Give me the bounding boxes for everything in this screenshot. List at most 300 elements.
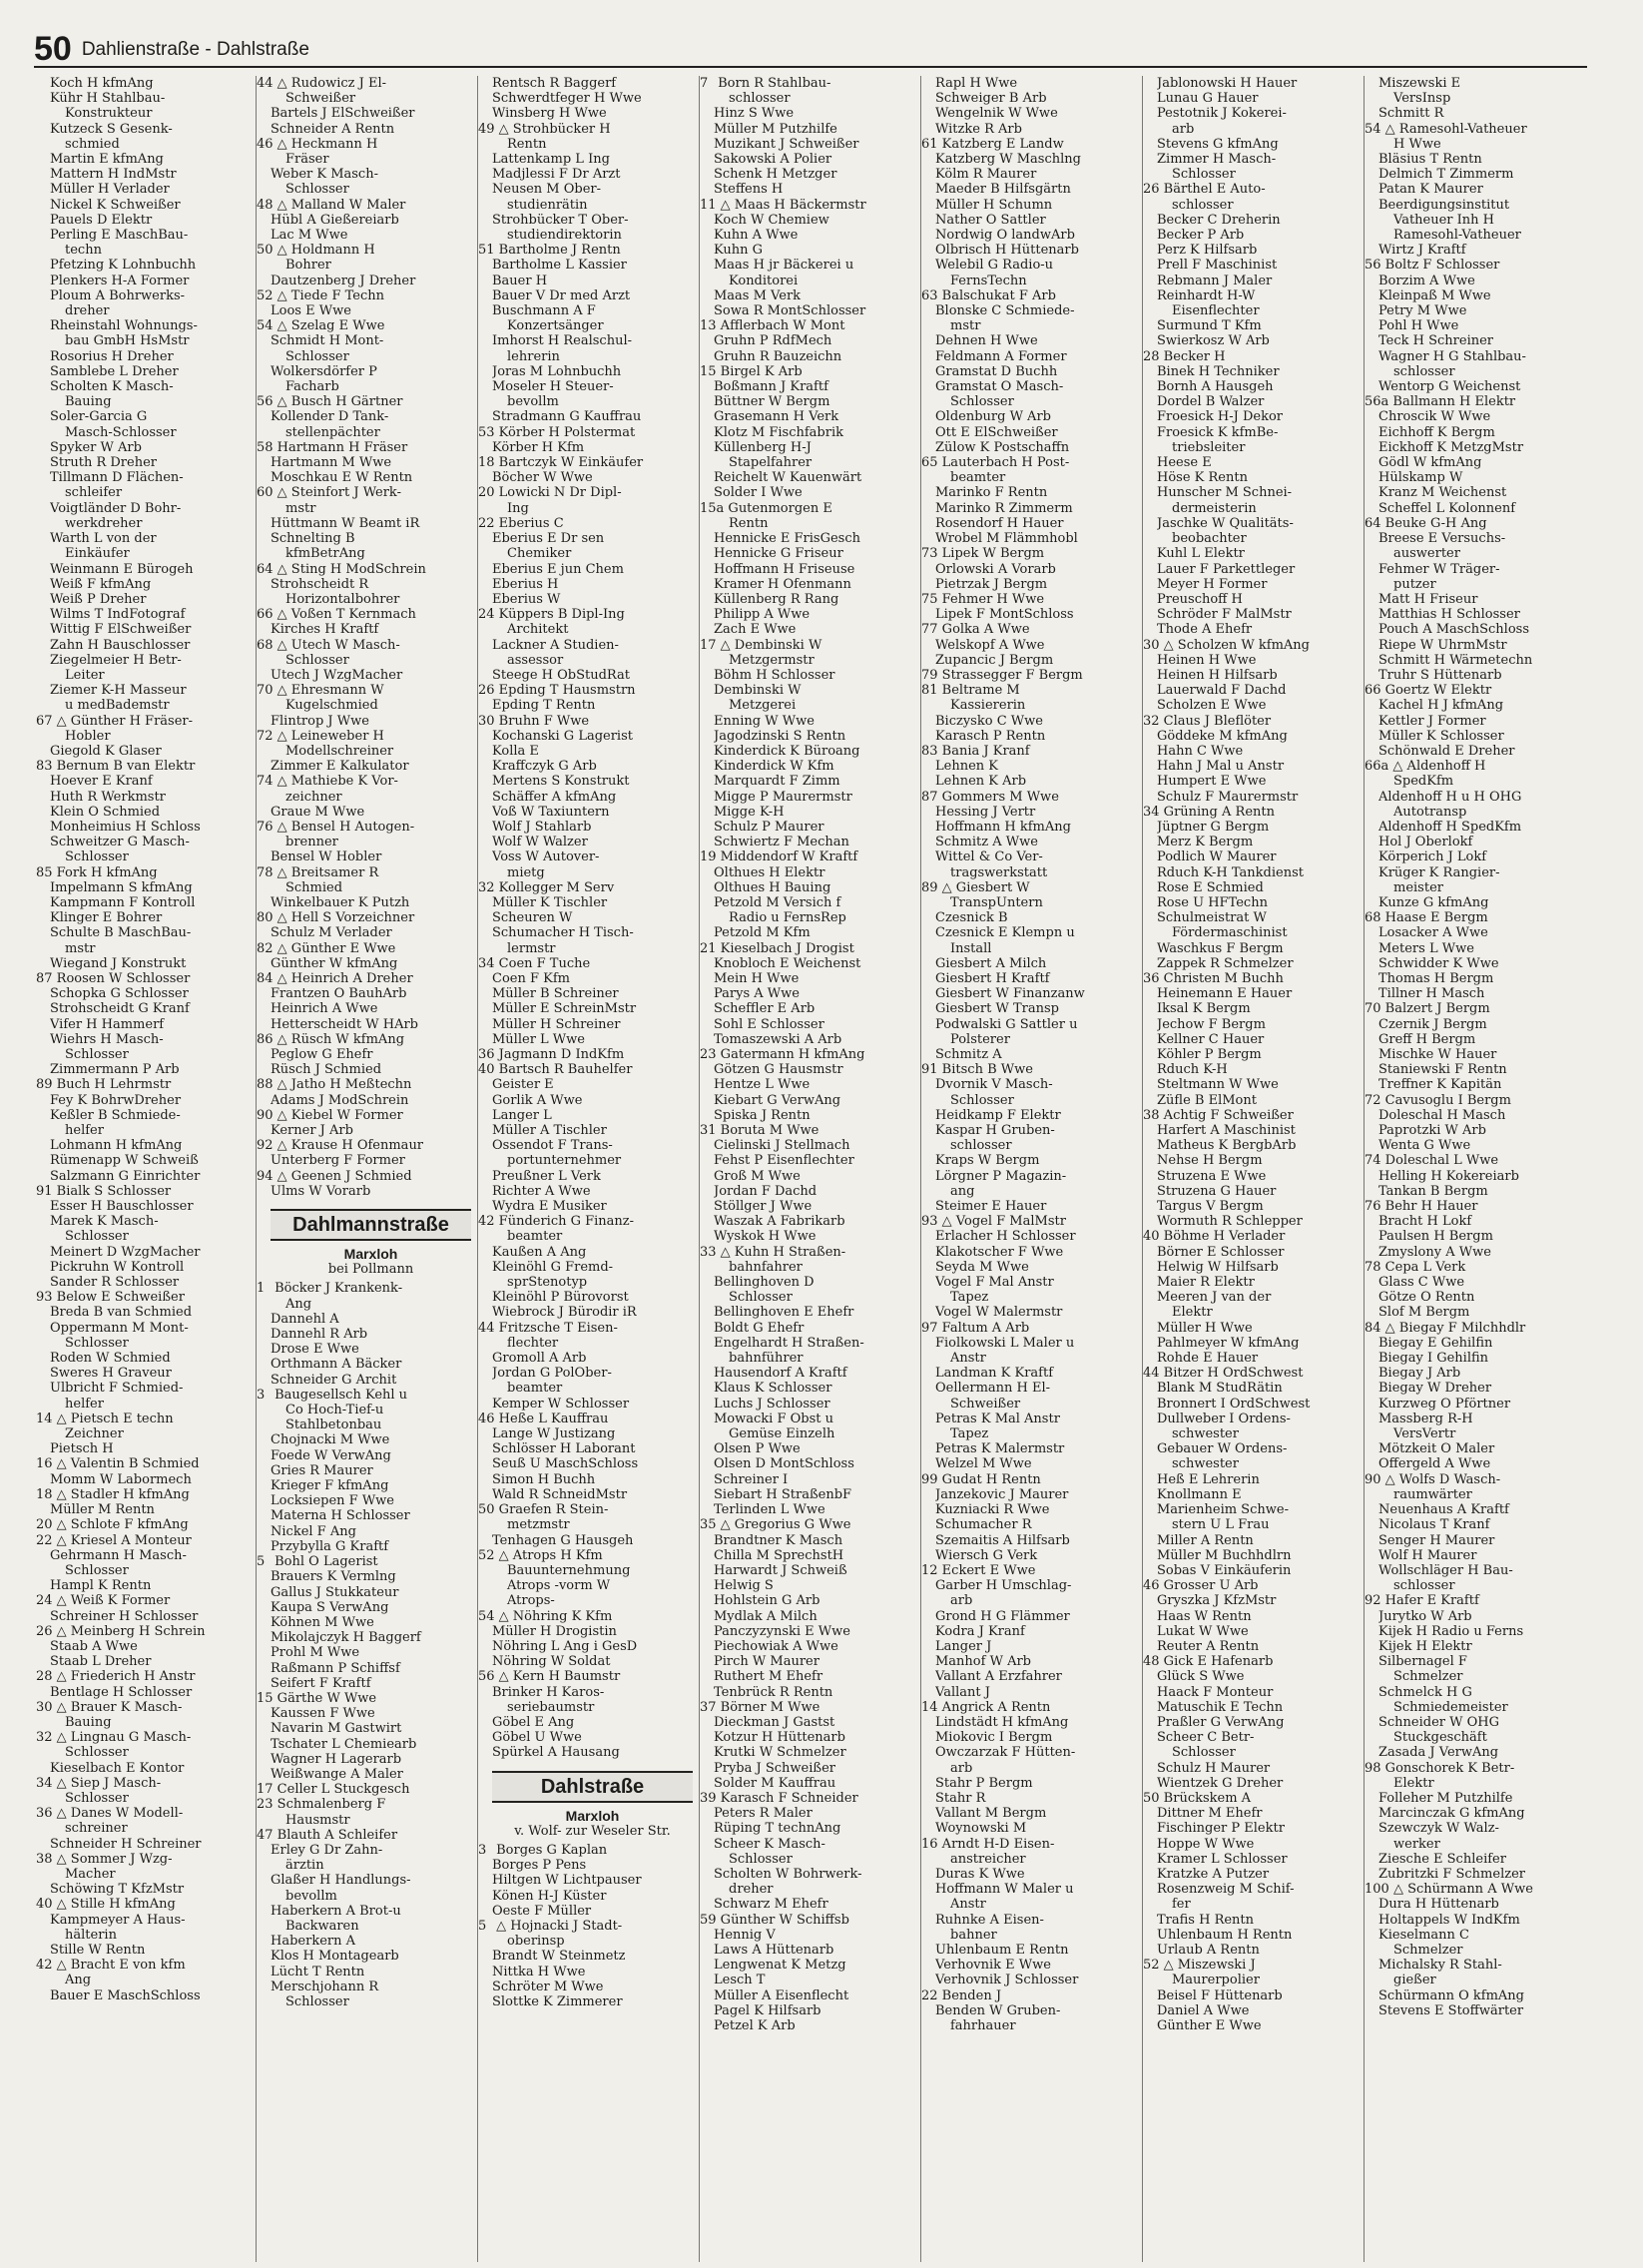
directory-entry: Hinz S Wwe [714, 106, 795, 122]
directory-entry: Spyker W Arb [50, 439, 142, 455]
directory-entry: Frantzen O BauhArb [271, 986, 407, 1002]
directory-entry: Metzgermstr [729, 652, 815, 668]
directory-entry: Cielinski J Stellmach [714, 1138, 850, 1154]
directory-entry: 74 Doleschal L Wwe [1365, 1153, 1499, 1169]
directory-entry: Dembinski W [714, 683, 802, 699]
directory-entry: Heinemann E Hauer [1157, 986, 1293, 1002]
entry-list [700, 76, 914, 2033]
directory-entry: Giesbert W Transp [935, 1001, 1059, 1017]
directory-entry: 1 Böcker J Krankenk- [257, 1281, 403, 1297]
directory-entry: Mötzkeit O Maler [1378, 1441, 1495, 1457]
directory-entry: Schwidder K Wwe [1378, 955, 1499, 971]
directory-entry: 24 △ Weiß K Former [36, 1593, 171, 1609]
directory-entry: Oldenburg W Arb [935, 409, 1051, 425]
directory-entry: Wydra E Musiker [492, 1199, 607, 1215]
directory-entry: ang [950, 1183, 975, 1199]
directory-entry: Harwardt J Schweiß [714, 1562, 847, 1578]
directory-entry: helfer [65, 1396, 104, 1412]
directory-entry: Dullweber I Ordens- [1157, 1411, 1291, 1426]
directory-entry: Autotransp [1393, 804, 1467, 820]
directory-entry: werkdreher [65, 515, 143, 531]
directory-entry: Müller K Tischler [492, 894, 608, 910]
directory-entry: 30 △ Scholzen W kfmAng [1143, 637, 1310, 653]
directory-entry: Anstr [950, 1351, 986, 1367]
directory-entry: Folleher M Putzhilfe [1378, 1790, 1513, 1806]
directory-entry: Stahr R [935, 1790, 986, 1806]
directory-entry: Kieselbach E Kontor [50, 1760, 185, 1776]
directory-entry: Kolla E [492, 743, 539, 759]
directory-entry: Köhler P Bergm [1157, 1047, 1262, 1062]
directory-entry: Weiß F kfmAng [50, 576, 152, 592]
directory-entry: Greff H Bergm [1378, 1031, 1476, 1047]
directory-entry: Voß W Taxiuntern [492, 804, 610, 820]
directory-entry: Hennig V [714, 1927, 776, 1943]
directory-entry: Foede W VerwAng [271, 1447, 391, 1463]
directory-entry: Götzen G Hausmstr [714, 1062, 843, 1078]
directory-entry: VersVertr [1393, 1426, 1456, 1442]
directory-entry: Konditorei [729, 273, 799, 288]
directory-entry: Klos H Montagearb [271, 1949, 399, 1965]
directory-entry: Giesbert W Finanzanw [935, 986, 1085, 1002]
directory-entry: Oppermann M Mont- [50, 1320, 189, 1336]
directory-entry: Wengelnik W Wwe [935, 106, 1058, 122]
directory-entry: Spiska J Rentn [714, 1107, 811, 1123]
directory-entry: Kinderdick W Kfm [714, 759, 834, 775]
directory-entry: Thode A Ehefr [1157, 622, 1253, 638]
directory-entry: Wagner H Lagerarb [271, 1751, 402, 1767]
directory-entry: 73 Lipek W Bergm [921, 546, 1045, 562]
directory-entry: Hobler [65, 728, 111, 744]
page-header [34, 28, 1587, 68]
directory-entry: Sobas V Einkäuferin [1157, 1562, 1292, 1578]
directory-entry: Horizontalbohrer [285, 591, 400, 607]
directory-entry: Gramstat O Masch- [935, 379, 1064, 395]
directory-entry: Wollschläger H Bau- [1378, 1562, 1513, 1578]
directory-entry: Joras M Lohnbuchh [492, 363, 622, 379]
directory-entry: Materna H Schlosser [271, 1508, 410, 1524]
directory-entry: schleifer [65, 485, 123, 501]
directory-entry: studienrätin [507, 197, 588, 213]
directory-entry: Matuschik E Techn [1157, 1699, 1284, 1715]
directory-entry: Parys A Wwe [714, 986, 800, 1002]
directory-entry: Müller M Buchhdlrn [1157, 1547, 1292, 1563]
directory-entry: 40 △ Stille H kfmAng [36, 1897, 176, 1913]
directory-entry: Masch-Schlosser [65, 424, 177, 440]
directory-entry: Mein H Wwe [714, 970, 800, 986]
directory-entry: Dittner M Ehefr [1157, 1806, 1263, 1822]
directory-entry: Tomaszewski A Arb [714, 1031, 842, 1047]
directory-entry: Wilms T IndFotograf [50, 607, 186, 623]
directory-entry: Schwarz M Ehefr [714, 1897, 828, 1913]
directory-entry: Eberius E jun Chem [492, 561, 624, 577]
directory-entry: 23 Gatermann H kfmAng [700, 1047, 865, 1062]
directory-entry: Elektr [1393, 1775, 1434, 1791]
directory-entry: Olsen P Wwe [714, 1441, 801, 1457]
directory-entry: Könen H-J Küster [492, 1888, 607, 1904]
directory-entry: Köhnen M Wwe [271, 1614, 374, 1630]
directory-entry: Meinert D WzgMacher [50, 1244, 201, 1260]
directory-entry: Maas M Verk [714, 287, 802, 303]
directory-entry: Zmyslony A Wwe [1378, 1244, 1491, 1260]
directory-entry: Maier R Elektr [1157, 1275, 1255, 1291]
directory-entry: Philipp A Wwe [714, 607, 811, 623]
directory-entry: Bracht H Lokf [1378, 1214, 1472, 1230]
directory-entry: Schumacher R [935, 1517, 1032, 1533]
directory-entry: 15 Birgel K Arb [700, 363, 803, 379]
directory-entry: Pfetzing K Lohnbuchh [50, 258, 197, 274]
directory-entry: Stradmann G Kauffrau [492, 409, 642, 425]
directory-entry: Beerdigungsinstitut [1378, 197, 1510, 213]
directory-entry: Haack F Monteur [1157, 1684, 1274, 1700]
directory-entry: Feldmann A Former [935, 348, 1067, 364]
directory-entry: Gorlik A Wwe [492, 1092, 583, 1108]
directory-entry: Bronnert I OrdSchwest [1157, 1396, 1311, 1412]
district-heading: Marxloh [565, 1807, 620, 1824]
directory-entry: 92 Hafer E Kraftf [1365, 1593, 1479, 1609]
district-subheading: bei Pollmann [327, 1262, 414, 1278]
directory-entry: Zeichner [65, 1426, 124, 1442]
directory-entry: Voigtländer D Bohr- [50, 500, 182, 516]
directory-entry: schlosser [1172, 197, 1234, 213]
directory-entry: stern U L Frau [1172, 1517, 1270, 1533]
directory-entry: Schnelting B [271, 531, 355, 547]
directory-entry: Maeder B Hilfsgärtn [935, 182, 1071, 198]
directory-entry: Oellermann H El- [935, 1381, 1051, 1397]
directory-entry: Scheffler E Arb [714, 1001, 816, 1017]
directory-entry: bahnfahrer [729, 1259, 803, 1275]
directory-entry: Atrops -vorm W [507, 1578, 611, 1594]
directory-entry: Kurzweg O Pförtner [1378, 1396, 1511, 1412]
directory-entry: Borges P Pens [492, 1858, 587, 1874]
directory-entry: Kleinöhl P Bürovorst [492, 1290, 629, 1306]
directory-entry: Surmund T Kfm [1157, 318, 1262, 334]
directory-entry: Hüttmann W Beamt iR [271, 515, 420, 531]
directory-entry: Dannehl R Arb [271, 1327, 368, 1343]
directory-entry: Kinderdick K Büroang [714, 743, 860, 759]
directory-entry: 89 Buch H Lehrmstr [36, 1077, 172, 1093]
directory-entry: Hennicke E FrisGesch [714, 531, 861, 547]
directory-entry: Kettler J Former [1378, 713, 1486, 729]
directory-entry: Götze O Rentn [1378, 1290, 1475, 1306]
directory-entry: Heidkamp F Elektr [935, 1107, 1061, 1123]
directory-entry: Ruthert M Ehefr [714, 1669, 823, 1685]
directory-entry: 38 △ Sommer J Wzg- [36, 1851, 173, 1867]
directory-entry: Schopka G Schlosser [50, 986, 189, 1002]
directory-entry: Binek H Techniker [1157, 363, 1280, 379]
directory-entry: Schulz H Maurer [1157, 1760, 1271, 1776]
district-heading: Marxloh [343, 1246, 398, 1263]
directory-entry: bahner [950, 1927, 997, 1943]
directory-entry: Co Hoch-Tief-u [285, 1403, 384, 1418]
directory-entry: Tapez [950, 1290, 989, 1306]
directory-entry: Blonske C Schmiede- [935, 303, 1075, 319]
directory-entry: Doleschal H Masch [1378, 1107, 1506, 1123]
directory-entry: Rüping T technAng [714, 1821, 841, 1837]
directory-entry: 87 Gommers M Wwe [921, 789, 1059, 805]
directory-entry: Lunau G Hauer [1157, 91, 1259, 107]
directory-entry: Lauer F Parkettleger [1157, 561, 1296, 577]
directory-entry: Jüptner G Bergm [1157, 819, 1270, 835]
directory-entry: Jechow F Bergm [1157, 1016, 1266, 1032]
directory-entry: Buschmann A F [492, 303, 596, 319]
directory-entry: 42 △ Bracht E von kfm [36, 1958, 186, 1974]
directory-entry: Tapez [950, 1426, 989, 1442]
directory-entry: Swierkosz W Arb [1157, 333, 1270, 349]
directory-entry: Drose E Wwe [271, 1342, 359, 1358]
directory-entry: Züfle B ElMont [1157, 1092, 1257, 1108]
directory-entry: werker [1393, 1836, 1440, 1852]
directory-entry: Müller H Schreiner [492, 1016, 621, 1032]
directory-entry: Ulbricht F Schmied- [50, 1381, 184, 1397]
directory-entry: Pohl H Wwe [1378, 318, 1459, 334]
directory-entry: 72 Cavusoglu I Bergm [1365, 1092, 1511, 1108]
directory-entry: 60 △ Steinfort J Werk- [257, 485, 401, 501]
directory-entry: Vifer H Hammerf [50, 1016, 165, 1032]
directory-entry: Krüger K Rangier- [1378, 864, 1500, 880]
directory-entry: Matheus K BergbArb [1157, 1138, 1297, 1154]
directory-entry: Loos E Wwe [271, 303, 351, 319]
directory-entry: Czesnick B [935, 910, 1008, 926]
directory-entry: 52 △ Miszewski J [1143, 1958, 1256, 1974]
directory-entry: Uhlenbaum H Rentn [1157, 1927, 1293, 1943]
directory-entry: 98 Gonschorek K Betr- [1365, 1760, 1515, 1776]
entry-list [478, 76, 693, 1761]
directory-entry: Reichelt W Kauenwärt [714, 470, 862, 486]
column-1 [34, 76, 256, 2262]
directory-entry: Böhm H Schlosser [714, 667, 835, 683]
directory-entry: helfer [65, 1123, 104, 1139]
directory-entry: Lukat W Wwe [1157, 1623, 1249, 1639]
directory-entry: Piechowiak A Wwe [714, 1638, 838, 1654]
directory-entry: Bensel W Hobler [271, 850, 382, 865]
directory-entry: Duras K Wwe [935, 1866, 1025, 1882]
directory-entry: Beisel F Hüttenarb [1157, 1987, 1283, 2003]
directory-entry: 93 Below E Schweißer [36, 1290, 185, 1306]
directory-entry: Rüsch J Schmied [271, 1062, 382, 1078]
directory-entry: Wagner H G Stahlbau- [1378, 348, 1526, 364]
directory-entry: Schmied [285, 879, 343, 895]
directory-entry: Heese E [1157, 455, 1212, 471]
directory-entry: Kijek H Radio u Ferns [1378, 1623, 1524, 1639]
directory-entry: 68 Haase E Bergm [1365, 910, 1488, 926]
directory-entry: Schröter M Wwe [492, 1979, 604, 1994]
directory-entry: 42 Fünderich G Finanz- [478, 1214, 635, 1230]
directory-entry: Müller M Rentn [50, 1502, 155, 1518]
directory-entry: Einkäufer [65, 546, 130, 562]
directory-entry: Zupancic J Bergm [935, 652, 1054, 668]
directory-entry: auswerter [1393, 546, 1460, 562]
directory-entry: Hülskamp W [1378, 470, 1463, 486]
directory-entry: 58 Hartmann H Fräser [257, 439, 408, 455]
directory-entry: Chilla M SprechstH [714, 1547, 844, 1563]
directory-entry: Wirtz J Kraftf [1378, 243, 1466, 259]
directory-entry: Bornh A Hausgeh [1157, 379, 1274, 395]
directory-entry: Kochanski G Lagerist [492, 728, 633, 744]
directory-entry: Matthias H Schlosser [1378, 607, 1520, 623]
directory-entry: 64 Beuke G-H Ang [1365, 515, 1487, 531]
directory-entry: Nöhring W Soldat [492, 1654, 611, 1670]
directory-entry: Klaus K Schlosser [714, 1381, 832, 1397]
directory-entry: bau GmbH HsMstr [65, 333, 190, 349]
directory-entry: Kodra J Kranf [935, 1623, 1025, 1639]
directory-entry: Grasemann H Verk [714, 409, 839, 425]
directory-entry: Luchs J Schlosser [714, 1396, 830, 1412]
directory-entry: dreher [65, 303, 110, 319]
directory-entry: Polsterer [950, 1031, 1010, 1047]
directory-entry: Rosenzweig M Schif- [1157, 1882, 1295, 1898]
directory-entry: Simon H Buchh [492, 1471, 596, 1487]
directory-entry: Gruhn R Bauzeichn [714, 348, 842, 364]
directory-entry: Katzberg W Maschlng [935, 152, 1081, 168]
directory-entry: Bauunternehmung [507, 1562, 631, 1578]
directory-entry: Dautzenberg J Dreher [271, 273, 416, 288]
directory-entry: Prohl M Wwe [271, 1645, 360, 1661]
directory-entry: schlosser [1393, 363, 1455, 379]
directory-entry: Tschater L Chemiearb [271, 1736, 417, 1752]
directory-entry: 90 △ Wolfs D Wasch- [1365, 1471, 1501, 1487]
directory-entry: Olbrisch H Hüttenarb [935, 243, 1079, 259]
directory-entry: Kuzniacki R Wwe [935, 1502, 1050, 1518]
directory-entry: metzmstr [507, 1517, 570, 1533]
directory-entry: Schmitz A Wwe [935, 835, 1038, 850]
directory-entry: bahnführer [729, 1351, 804, 1367]
directory-entry: Seifert F Kraftf [271, 1675, 371, 1691]
directory-entry: Samblebe L Dreher [50, 363, 179, 379]
directory-entry: Weißwange A Maler [271, 1766, 403, 1782]
directory-entry: 12 Eckert E Wwe [921, 1562, 1036, 1578]
directory-entry: Sander R Schlosser [50, 1275, 180, 1291]
directory-entry: brenner [285, 835, 338, 850]
directory-entry: Glück S Wwe [1157, 1669, 1245, 1685]
directory-entry: Lackner A Studien- [492, 637, 619, 653]
directory-entry: Schumacher H Tisch- [492, 925, 634, 941]
directory-entry: Lohmann H kfmAng [50, 1138, 183, 1154]
directory-entry: Zimmer E Kalkulator [271, 759, 409, 775]
directory-entry: Kijek H Elektr [1378, 1638, 1472, 1654]
directory-entry: Laws A Hüttenarb [714, 1942, 834, 1958]
directory-entry: Langer J [935, 1638, 992, 1654]
directory-entry: Mydlak A Milch [714, 1608, 818, 1624]
directory-entry: Lehnen K [935, 759, 998, 775]
directory-entry: Heinen H Hilfsarb [1157, 667, 1278, 683]
directory-entry: Petras K Malermstr [935, 1441, 1065, 1457]
directory-entry: Kranz M Weichenst [1378, 485, 1507, 501]
directory-entry: Schlosser [285, 182, 349, 198]
directory-entry: Dura H Hüttenarb [1378, 1897, 1499, 1913]
directory-entry: Kuhl L Elektr [1157, 546, 1245, 562]
directory-entry: Humpert E Wwe [1157, 774, 1267, 790]
directory-entry: Dieckman J Gastst [714, 1714, 835, 1730]
directory-entry: Gallus J Stukkateur [271, 1584, 399, 1600]
directory-entry: Biegay I Gehilfin [1378, 1351, 1489, 1367]
directory-entry: Brandt W Steinmetz [492, 1949, 626, 1965]
directory-entry: Petry M Wwe [1378, 303, 1467, 319]
directory-entry: 78 Cepa L Verk [1365, 1259, 1466, 1275]
directory-entry: Petzold M Kfm [714, 925, 811, 941]
directory-entry: Utech J WzgMacher [271, 667, 403, 683]
directory-entry: Brauers K Vermlng [271, 1569, 396, 1585]
directory-entry: beamter [507, 1229, 563, 1245]
directory-entry: 74 △ Mathiebe K Vor- [257, 774, 398, 790]
directory-entry: Schlosser [65, 1790, 129, 1806]
directory-entry: Muzikant J Schweißer [714, 136, 859, 152]
directory-entry: Gemüse Einzelh [729, 1426, 835, 1442]
directory-entry: Schulz M Verlader [271, 925, 392, 941]
directory-entry: Pouch A MaschSchloss [1378, 622, 1529, 638]
directory-entry: Schmelzer [1393, 1942, 1463, 1958]
directory-entry: Schulte B MaschBau- [50, 925, 192, 941]
directory-entry: Wolf W Walzer [492, 835, 588, 850]
directory-entry: Müller M Putzhilfe [714, 121, 837, 137]
directory-entry: Merschjohann R [271, 1979, 379, 1994]
directory-entry: 91 Bialk S Schlosser [36, 1183, 172, 1199]
directory-entry: Nittka H Wwe [492, 1964, 586, 1980]
directory-entry: Czesnick E Klempn u [935, 925, 1075, 941]
directory-entry: Wentorp G Weichenst [1378, 379, 1521, 395]
directory-entry: Ossendot F Trans- [492, 1138, 613, 1154]
directory-entry: 22 △ Kriesel A Monteur [36, 1532, 192, 1548]
directory-entry: 16 △ Valentin B Schmied [36, 1456, 200, 1472]
directory-entry: Steege H ObStudRat [492, 667, 630, 683]
directory-entry: fahrhauer [950, 2018, 1016, 2033]
directory-entry: 72 △ Leineweber H [257, 728, 384, 744]
directory-entry: Schwiertz F Mechan [714, 835, 849, 850]
directory-entry: 87 Roosen W Schlosser [36, 970, 191, 986]
directory-entry: Miller A Rentn [1157, 1532, 1254, 1548]
directory-entry: Bellinghoven D [714, 1275, 815, 1291]
directory-entry: Lange W Justizang [492, 1426, 616, 1442]
directory-entry: Konstrukteur [65, 106, 153, 122]
entry-list [1143, 76, 1358, 2033]
directory-entry: Rapl H Wwe [935, 76, 1018, 91]
directory-entry: Flintrop J Wwe [271, 713, 369, 729]
directory-entry: Kirches H Kraftf [271, 622, 379, 638]
directory-entry: Schulmeistrat W [1157, 910, 1267, 926]
directory-entry: Stahr P Bergm [935, 1775, 1033, 1791]
directory-entry: Kratzke A Putzer [1157, 1866, 1270, 1882]
directory-entry: Scheer K Masch- [714, 1836, 825, 1852]
directory-entry: Merz K Bergm [1157, 835, 1254, 850]
directory-entry: Hessing J Vertr [935, 804, 1036, 820]
directory-entry: Struzena G Hauer [1157, 1183, 1277, 1199]
directory-entry: Bartholme L Kassier [492, 258, 627, 274]
directory-entry: Teck H Schreiner [1378, 333, 1494, 349]
directory-entry: Rduch K-H Tankdienst [1157, 864, 1304, 880]
directory-entry: 31 Boruta M Wwe [700, 1123, 820, 1139]
directory-entry: 56 △ Busch H Gärtner [257, 394, 403, 410]
directory-entry: assessor [507, 652, 564, 668]
directory-entry: Klein O Schmied [50, 804, 161, 820]
directory-entry: Soler-Garcia G [50, 409, 148, 425]
directory-entry: 22 Benden J [921, 1987, 1002, 2003]
directory-entry: Coen F Kfm [492, 970, 570, 986]
directory-entry: Metzgerei [729, 698, 797, 714]
directory-entry: Hausendorf A Kraftf [714, 1366, 847, 1382]
directory-entry: putzer [1393, 576, 1436, 592]
directory-entry: Erley G Dr Zahn- [271, 1842, 383, 1858]
directory-entry: Kraps W Bergm [935, 1153, 1040, 1169]
directory-entry: Kuhn G [714, 243, 764, 259]
directory-entry: Schlosser [729, 1851, 793, 1867]
directory-entry: Kramer H Ofenmann [714, 576, 851, 592]
directory-entry: Senger H Maurer [1378, 1532, 1495, 1548]
directory-entry: Blank M StudRätin [1157, 1381, 1283, 1397]
directory-entry: Gryszka J KfzMstr [1157, 1593, 1277, 1609]
directory-entry: Marcinczak G kfmAng [1378, 1806, 1525, 1822]
directory-entry: Zasada J VerwAng [1378, 1745, 1499, 1761]
directory-entry: 16 Arndt H-D Eisen- [921, 1836, 1055, 1852]
directory-entry: 18 Bartczyk W Einkäufer [478, 455, 644, 471]
